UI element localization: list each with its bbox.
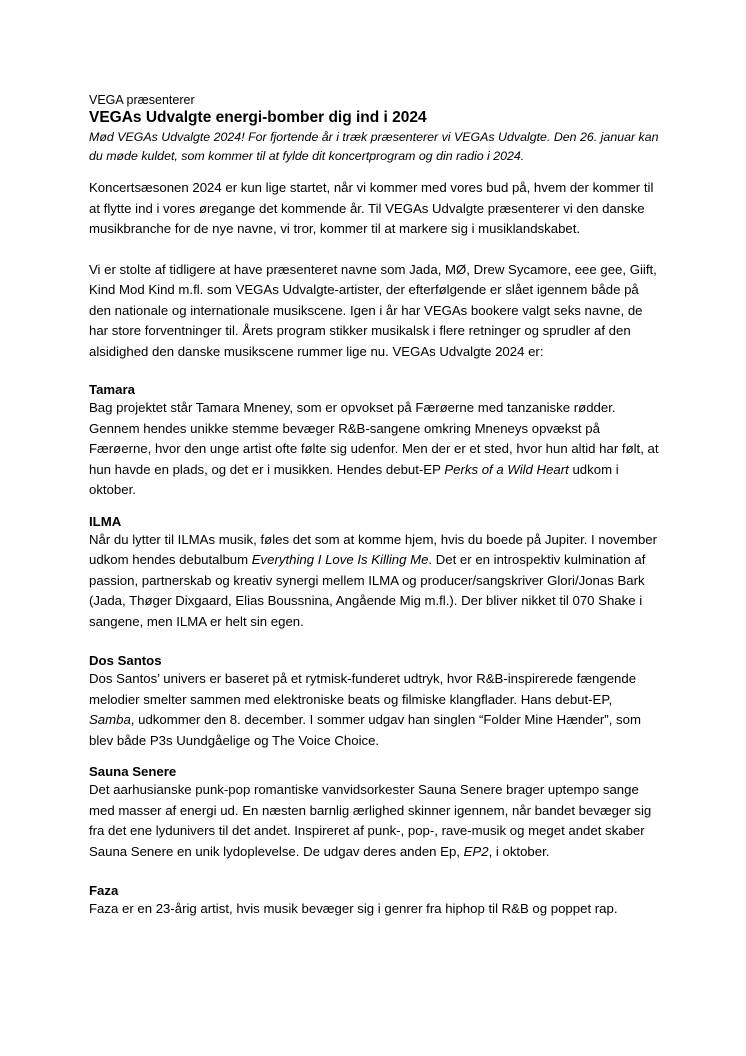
release-title: Perks of a Wild Heart	[444, 461, 569, 477]
artist-description: Når du lytter til ILMAs musik, føles det som at komme hjem, hvis du boede på Jupiter. I november udkom hendes debutalbum Everything I Love Is Killing Me. Det er en introspektiv kulmination af passion, partnerskab og kreativ synergi mellem ILMA og producer/sangskriver Glori/Jonas Bark (Jada, Thøger Dixgaard, Elias Boussnina, Angående Mig m.fl.). Der bliver nikket til 070 Shake i sangene, men ILMA er helt sin egen.	[89, 531, 658, 629]
intro-paragraph-1: Koncertsæsonen 2024 er kun lige startet, når vi kommer med vores bud på, hvem der kommer til at flytte ind i vores øregange det kommende år. Til VEGAs Udvalgte præsenterer vi den danske musikbranche for de nye navne, vi tror, kommer til at markere sig i musiklandskabet.	[89, 180, 654, 236]
headline: VEGAs Udvalgte energi-bomber dig ind i 2024	[89, 109, 427, 126]
artist-name: Dos Santos	[89, 653, 162, 668]
artist-section-sauna-senere	[89, 763, 659, 862]
artist-name: Sauna Senere	[89, 764, 177, 779]
artist-name: Faza	[89, 883, 119, 898]
artist-section-faza	[89, 882, 659, 920]
artist-description: Bag projektet står Tamara Mneney, som er opvokset på Færøerne med tanzaniske rødder. Gennem hendes unikke stemme bevæger R&B-sangene omkring Mneneys opvækst på Færøerne, hvor den unge artist ofte følte sig udenfor. Men der er et sted, hvor hun altid har følt, at hun havde en plads, og det er i musikken. Hendes debut-EP Perks of a Wild Heart udkom i oktober.	[89, 400, 659, 497]
artist-description: Dos Santos’ univers er baseret på et rytmisk-funderet udtryk, hvor R&B-inspirerede fængende melodier smelter sammen med elektroniske beats og filmiske klangflader. Hans debut-EP, Samba, udkommer den 8. december. I sommer udgav han singlen “Folder Mine Hænder”, som blev både P3s Uundgåelige og The Voice Choice.	[89, 671, 641, 748]
release-title: Everything I Love Is Killing Me	[251, 552, 429, 567]
lede: Mød VEGAs Udvalgte 2024! For fjortende år i træk præsenterer vi VEGAs Udvalgte. Den 26. januar kan du møde kuldet, som kommer til at fylde dit koncertprogram og din radio i 2024.	[89, 130, 659, 163]
artist-name: ILMA	[89, 513, 122, 529]
artist-section-ilma	[89, 513, 659, 633]
release-title: EP2	[463, 843, 489, 859]
artist-name: Tamara	[89, 382, 135, 397]
artist-section-tamara	[89, 381, 659, 501]
release-title: Samba	[89, 712, 131, 727]
kicker: VEGA præsenterer	[89, 93, 195, 107]
press-release	[89, 92, 659, 920]
artist-description: Faza er en 23-årig artist, hvis musik bevæger sig i genrer fra hiphop til R&B og poppet rap.	[89, 901, 618, 916]
artist-description: Det aarhusianske punk-pop romantiske vanvidsorkester Sauna Senere brager uptempo sange med masser af energi ud. En næsten barnlig ærlighed skinner igennem, når bandet bevæger sig fra det ene lydunivers til det andet. Inspireret af punk-, pop-, rave-musik og meget andet skaber Sauna Senere en unik lydoplevelse. De udgav deres anden Ep, EP2, i oktober.	[89, 782, 652, 859]
artist-section-dos-santos	[89, 652, 659, 751]
intro-paragraph-2: Vi er stolte af tidligere at have præsenteret navne som Jada, MØ, Drew Sycamore, eee gee, Giift, Kind Mod Kind m.fl. som VEGAs Udvalgte-artister, der efterfølgende er slået igennem både på den nationale og internationale musikscene. Igen i år har VEGAs bookere valgt seks navne, de har store forventninger til. Årets program stikker musikalsk i flere retninger og sprudler af den alsidighed den danske musikscene rummer lige nu. VEGAs Udvalgte 2024 er:	[89, 261, 657, 359]
